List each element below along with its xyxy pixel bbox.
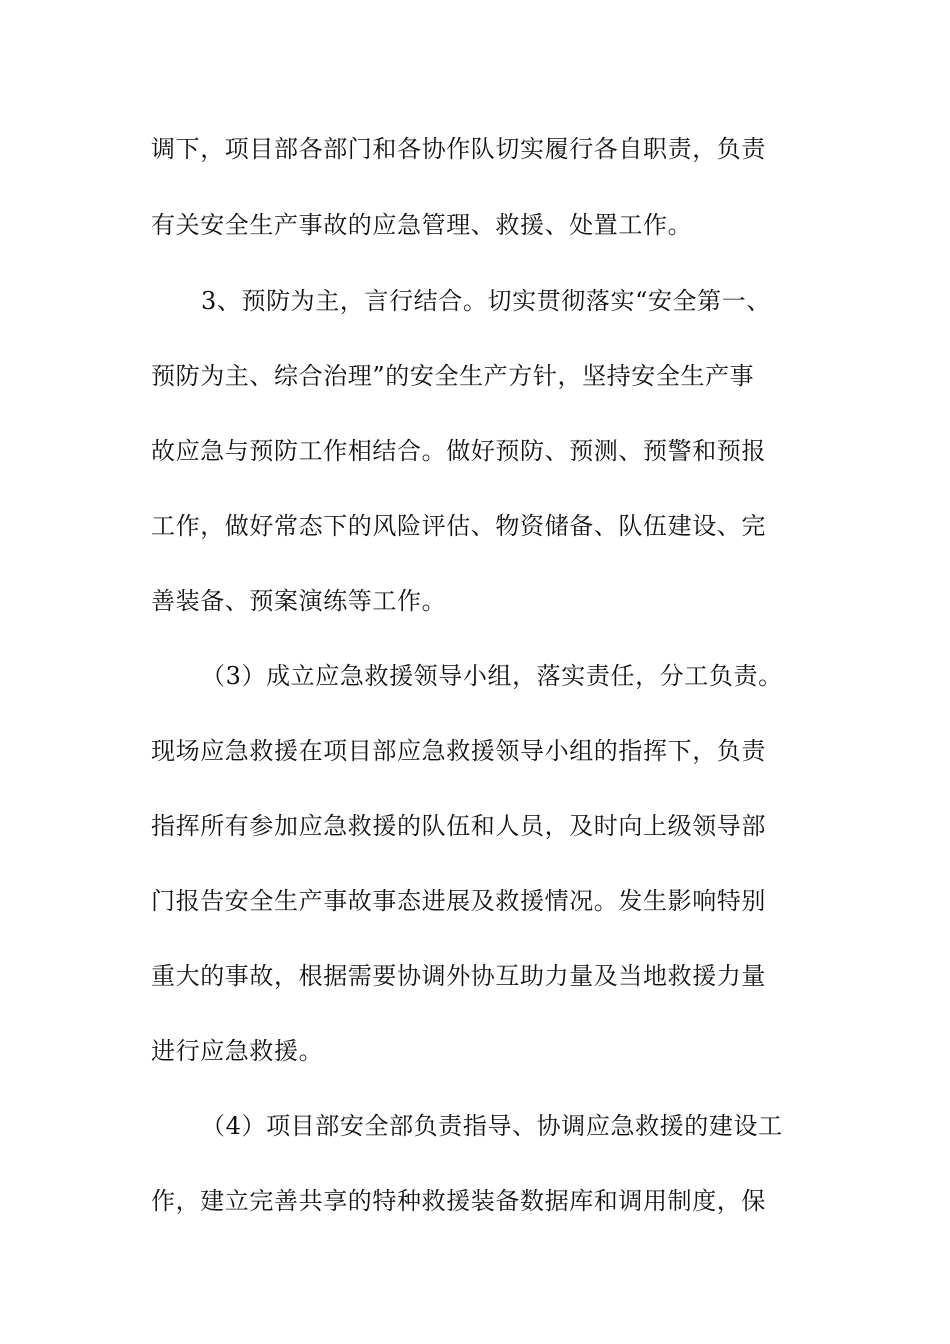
text-line: （3）成立应急救援领导小组，落实责任，分工负责。 xyxy=(201,662,783,690)
text-line: 故应急与预防工作相结合。做好预防、预测、预警和预报 xyxy=(151,437,766,465)
text-line: 指挥所有参加应急救援的队伍和人员，及时向上级领导部 xyxy=(151,812,766,840)
text-line: 重大的事故，根据需要协调外协互助力量及当地救援力量 xyxy=(151,962,766,990)
text-line: （4）项目部安全部负责指导、协调应急救援的建设工 xyxy=(201,1112,783,1140)
text-line: 有关安全生产事故的应急管理、救援、处置工作。 xyxy=(151,211,693,239)
text-line: 作，建立完善共享的特种救援装备数据库和调用制度，保 xyxy=(151,1187,766,1215)
text-line: 调下，项目部各部门和各协作队切实履行各自职责，负责 xyxy=(151,135,766,163)
text-line: 善装备、预案演练等工作。 xyxy=(151,587,447,615)
text-line: 门报告安全生产事故事态进展及救援情况。发生影响特别 xyxy=(151,887,766,915)
text-line: 3、预防为主，言行结合。切实贯彻落实“安全第一、 xyxy=(201,287,771,315)
text-line: 进行应急救援。 xyxy=(151,1037,324,1065)
text-line: 预防为主、综合治理”的安全生产方针，坚持安全生产事 xyxy=(151,362,755,390)
text-line: 现场应急救援在项目部应急救援领导小组的指挥下，负责 xyxy=(151,737,766,765)
text-line: 工作，做好常态下的风险评估、物资储备、队伍建设、完 xyxy=(151,512,766,540)
